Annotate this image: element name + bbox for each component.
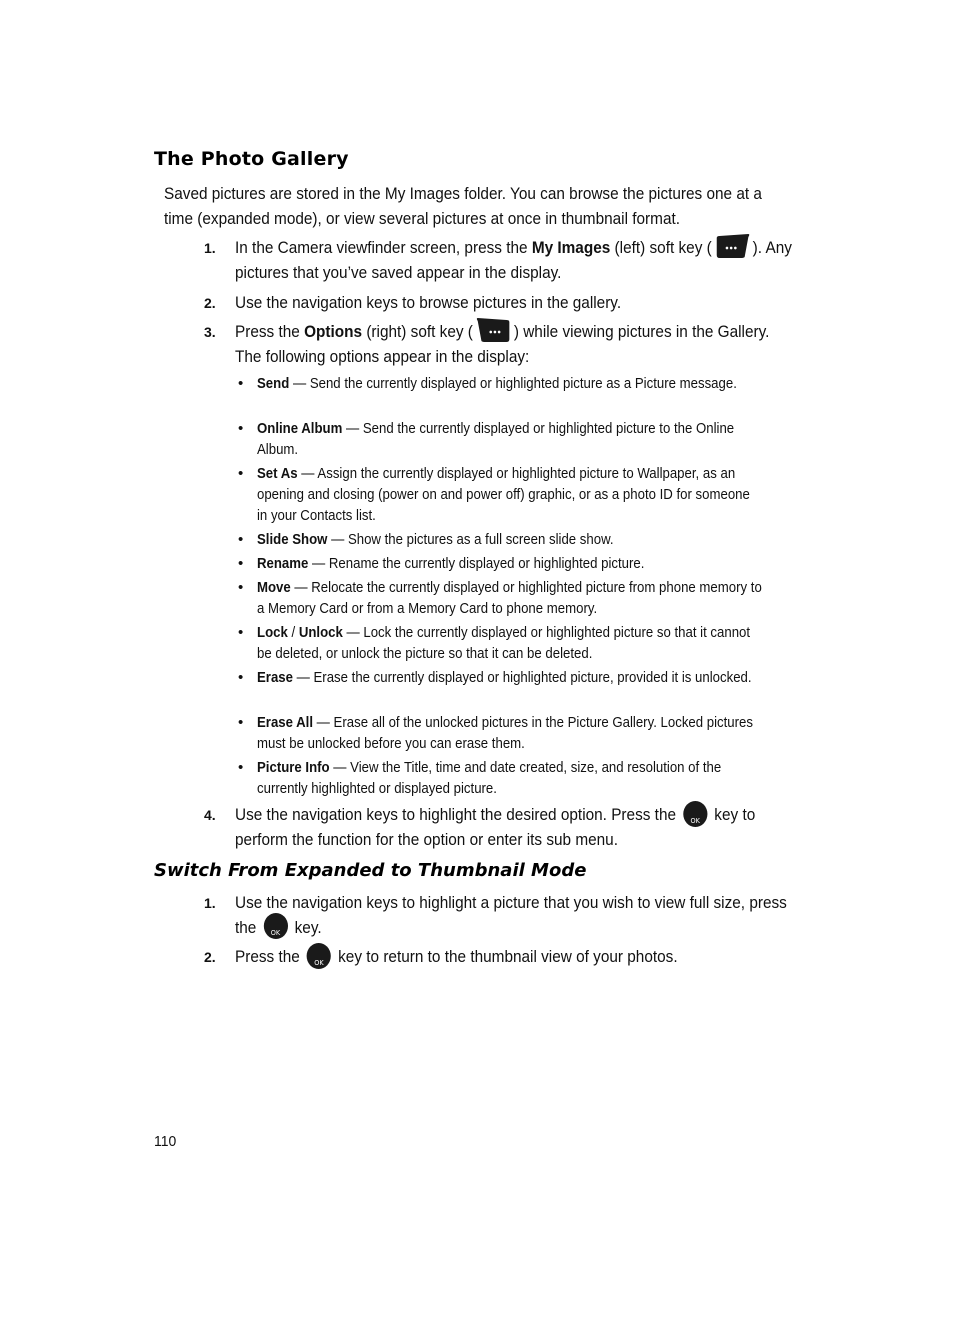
step-text: Press the Options (right) soft key ( ) while viewing pictures in the Gallery. The following options appear in the display: xyxy=(235,320,793,369)
my-images-label: My Images xyxy=(531,239,611,257)
option-desc: — Send the currently displayed or highlighted picture to the Online Album. xyxy=(257,420,735,458)
option-desc: — Erase all of the unlocked pictures in the Picture Gallery. Locked pictures must be unlocked before you can erase them. xyxy=(257,714,753,752)
option-term: Send xyxy=(257,375,290,392)
bullet-icon: • xyxy=(238,759,244,776)
page-number: 110 xyxy=(154,1133,177,1150)
step-text: Use the navigation keys to highlight the desired option. Press the OK key to perform the function for the option or enter its sub menu. xyxy=(235,803,793,852)
option-term: Erase All xyxy=(257,714,314,731)
step-number: 4. xyxy=(204,807,216,823)
ok-key-icon: OK xyxy=(683,801,707,827)
option-term: Lock xyxy=(257,624,288,641)
bullet-icon: • xyxy=(238,624,244,641)
option-term: Online Album xyxy=(257,420,343,437)
bullet-icon: • xyxy=(238,555,244,572)
step-number: 1. xyxy=(204,895,216,911)
options-label: Options xyxy=(304,323,363,341)
manual-page: The Photo Gallery Saved pictures are stored in the My Images folder. You can browse the pictures one at a time (expanded mode), or view several pictures at once in thumbnail format. 1. In the Camera viewfinder screen, press the My Images (left) soft key ( ). Any pictures that you’ve saved appear in the display. 2. Use the navigation keys to browse pictures in the gallery. 3. Press the Options (right) soft key ( ) while viewing pictures in the Gallery. The following options appear in the display: • Send — Send the currently displayed or highlighted picture as a Picture message. • Online Album — Send the currently displayed or highlighted picture to the Online Album. • Set As — Assign the currently displayed or highlighted picture to Wallpaper, as an opening and closing (power on and power off) graphic, or as a photo ID for someone in your Contacts list. • Slide Show — Show the pictures as a full screen slide show. • Rename — Rename the currently displayed or highlighted picture. • Move — Relocate the currently displayed or highlighted picture from phone memory to a Memory Card or from a Memory Card to phone memory. • Lock / Unlock — Lock the currently displayed or highlighted picture so that it cannot be deleted, or unlock the picture so that it can be deleted. • Erase — Erase the currently displayed or highlighted picture, provided it is unlocked. • Erase All — Erase all of the unlocked pictures in the Picture Gallery. Locked pictures must be unlocked before you can erase them. • Picture Info — View the Title, time and date created, size, and resolution of the currently highlighted or displayed picture. 4. Use the navigation keys to highlight the desired option. Press the OK key to perform the function for the option or enter its sub menu. Switch From Expanded to Thumbnail Mode 1. Use the navigation keys to highlight a picture that you wish to view full size, press the OK key. 2. Press the OK key to return to the thumbnail view of your photos. 110 xyxy=(154,148,792,1150)
subsection-title: Switch From Expanded to Thumbnail Mode xyxy=(154,860,587,881)
bullet-icon: • xyxy=(238,420,244,437)
step-number: 3. xyxy=(204,324,216,340)
step-text: Use the navigation keys to highlight a picture that you wish to view full size, press the OK key. xyxy=(235,894,787,938)
step-number: 1. xyxy=(204,240,216,256)
option-term: Move xyxy=(257,579,291,596)
bullet-icon: • xyxy=(238,579,244,596)
option-desc: — Assign the currently displayed or highlighted picture to Wallpaper, as an opening and closing (power on and power off) graphic, or as a photo ID for someone in your Contacts list. xyxy=(257,465,750,524)
ok-key-icon: OK xyxy=(307,943,331,969)
step-number: 2. xyxy=(204,295,216,311)
option-term: Slide Show xyxy=(257,531,328,548)
step-text: Press the OK key to return to the thumbnail view of your photos. xyxy=(235,945,793,970)
option-term: Erase xyxy=(257,669,293,686)
option-desc: — Relocate the currently displayed or highlighted picture from phone memory to a Memory Card or from a Memory Card to phone memory. xyxy=(257,579,762,617)
option-desc: — Rename the currently displayed or highlighted picture. xyxy=(308,555,645,572)
step-number: 2. xyxy=(204,949,216,965)
option-term: Picture Info xyxy=(257,759,330,776)
right-soft-key-icon xyxy=(475,317,512,343)
bullet-icon: • xyxy=(238,375,244,392)
ok-key-icon: OK xyxy=(263,913,287,939)
option-desc: — Erase the currently displayed or highlighted picture, provided it is unlocked. xyxy=(292,669,752,686)
option-term: Set As xyxy=(257,465,298,482)
bullet-icon: • xyxy=(238,465,244,482)
intro-paragraph: Saved pictures are stored in the My Images folder. You can browse the pictures one at a time (expanded mode), or view several pictures at once in thumbnail format. xyxy=(164,185,762,228)
option-desc: — Show the pictures as a full screen slide show. xyxy=(327,531,614,548)
option-desc: — View the Title, time and date created, size, and resolution of the currently highlighted or displayed picture. xyxy=(257,759,722,797)
bullet-icon: • xyxy=(238,531,244,548)
step-text: Use the navigation keys to browse pictures in the gallery. xyxy=(235,294,622,312)
bullet-icon: • xyxy=(238,714,244,731)
option-desc: — Send the currently displayed or highlighted picture as a Picture message. xyxy=(289,375,737,392)
option-term: Rename xyxy=(257,555,309,572)
option-term-2: Unlock xyxy=(298,624,343,641)
step-text: In the Camera viewfinder screen, press the My Images (left) soft key ( ). Any pictures that you’ve saved appear in the display. xyxy=(235,236,793,285)
left-soft-key-icon xyxy=(714,233,751,259)
option-desc: — Lock the currently displayed or highlighted picture so that it cannot be deleted, or unlock the picture so that it can be deleted. xyxy=(257,624,751,662)
bullet-icon: • xyxy=(238,669,244,686)
section-title: The Photo Gallery xyxy=(154,148,349,170)
